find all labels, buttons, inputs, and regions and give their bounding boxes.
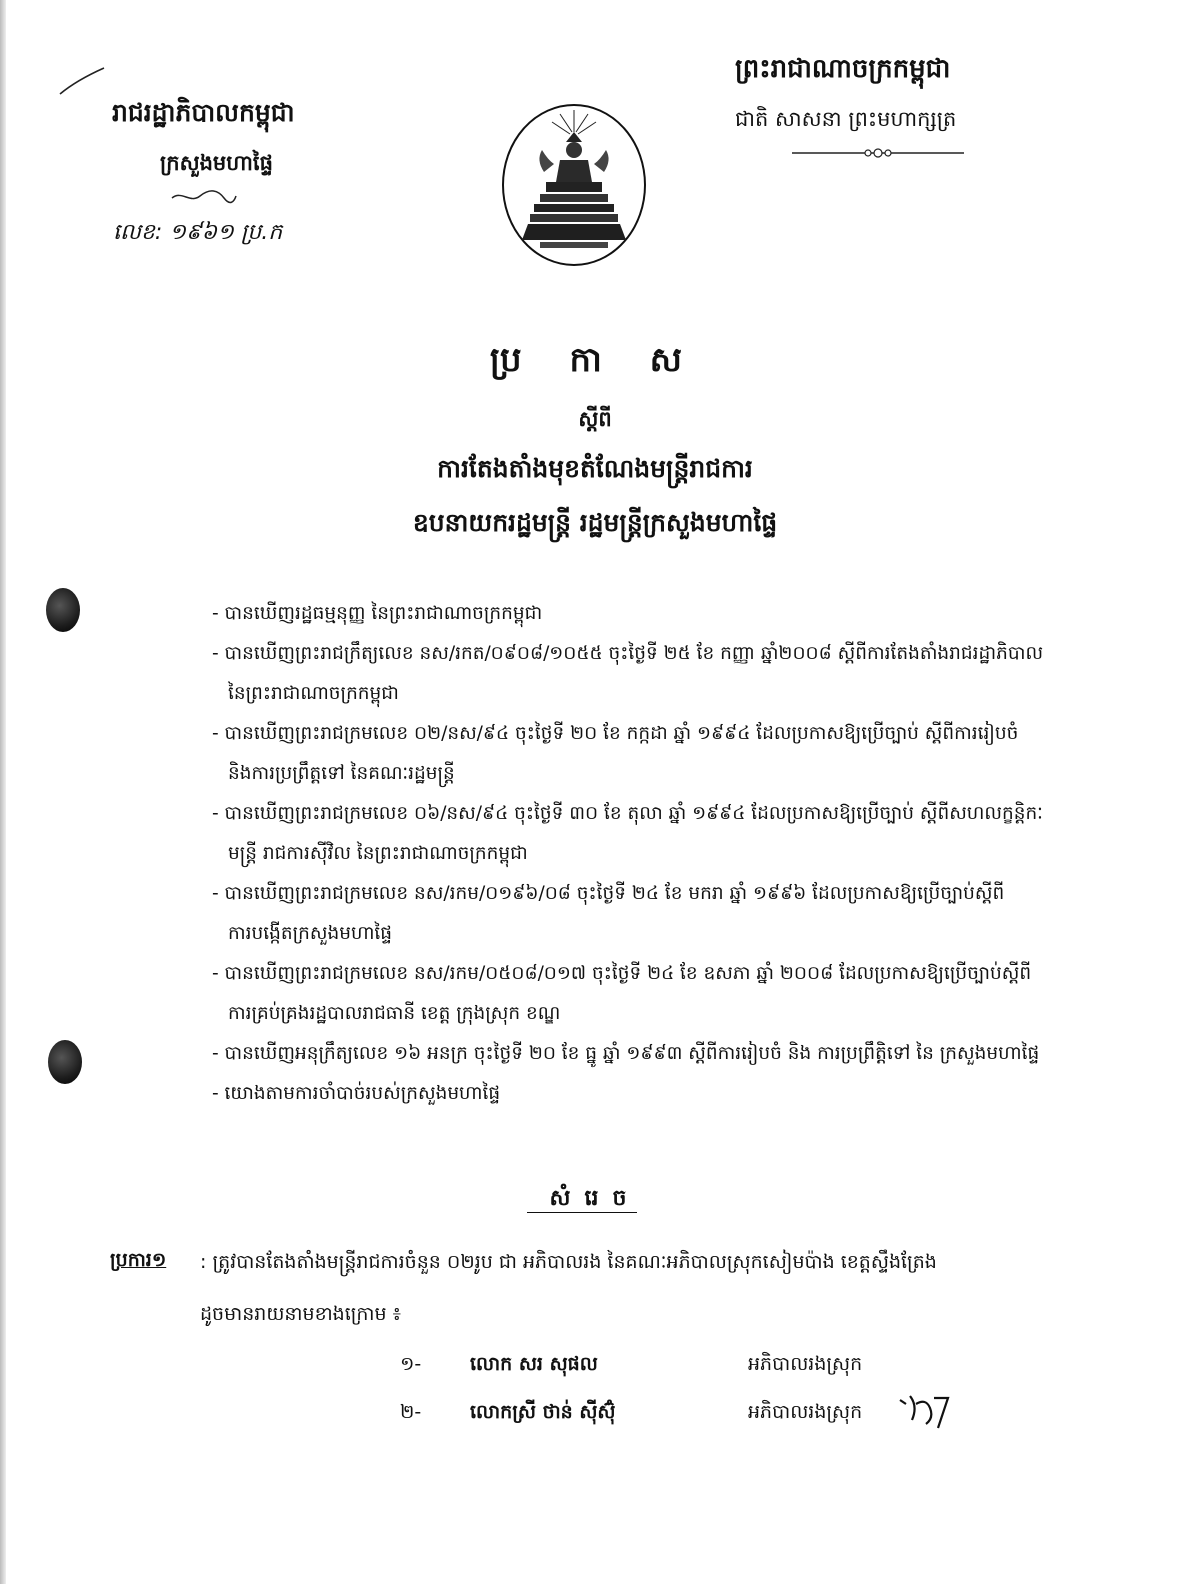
clause-4-continued: មន្ត្រី រាជការស៊ីវិល នៃព្រះរាជាណាចក្រកម្ពុជា: [228, 843, 528, 864]
document-number: លេខ: ១៩៦១ ប្រ.ក: [113, 220, 283, 245]
scan-edge: [0, 0, 6, 1584]
national-motto: ជាតិ សាសនា ព្រះមហាក្សត្រ: [735, 107, 957, 131]
clause-2: - បានឃើញព្រះរាជក្រឹត្យលេខ នស/រកត/០៩០៨/១០៥៥ ចុះថ្ងៃទី ២៥ ខែ កញ្ញា ឆ្នាំ២០០៨ ស្តីពីការតែងតាំងរាជរដ្ឋាភិបាល: [212, 643, 1044, 664]
proclamation-title: ប្រ កា ស: [489, 340, 701, 380]
pen-stroke-mark: [58, 66, 106, 96]
subject-line-2: ឧបនាយករដ្ឋមន្ត្រី រដ្ឋមន្ត្រីក្រសួងមហាផ្ទៃ: [412, 508, 778, 537]
punch-hole-bottom: [48, 1040, 82, 1084]
punch-hole-top: [46, 588, 80, 632]
ornament-divider-right: [792, 146, 964, 160]
handwritten-initials: [898, 1390, 960, 1432]
ministry-heading: ក្រសួងមហាផ្ទៃ: [160, 151, 273, 175]
subject-line-1: ការតែងតាំងមុខតំណែងមន្ត្រីរាជការ: [437, 454, 753, 483]
appointee-2-position: អភិបាលរងស្រុក: [748, 1401, 863, 1423]
kingdom-heading: ព្រះរាជាណាចក្រកម្ពុជា: [735, 54, 951, 84]
ornament-divider-left: [170, 190, 238, 204]
about-label: ស្តីពី: [578, 407, 612, 431]
appointee-1-position: អភិបាលរងស្រុក: [748, 1353, 863, 1375]
clause-2-continued: នៃព្រះរាជាណាចក្រកម្ពុជា: [228, 683, 399, 704]
clause-8: - យោងតាមការចាំបាច់របស់ក្រសួងមហាផ្ទៃ: [212, 1083, 501, 1104]
article-1-label: ប្រការ១: [110, 1249, 167, 1271]
appointee-2-name: លោកស្រី ថាន់ ស៊ីស៊ុំ: [470, 1401, 616, 1423]
clause-6-continued: ការគ្រប់គ្រងរដ្ឋបាលរាជធានី ខេត្ត ក្រុងស្រុក ខណ្ឌ: [228, 1003, 561, 1024]
clause-6: - បានឃើញព្រះរាជក្រមលេខ នស/រកម/០៥០៨/០១៧ ចុះថ្ងៃទី ២៤ ខែ ឧសភា ឆ្នាំ ២០០៨ ដែលប្រកាសឱ្យប្រើច្បាប់ស្តីពី: [212, 963, 1032, 984]
government-heading: រាជរដ្ឋាភិបាលកម្ពុជា: [112, 98, 295, 127]
decision-heading: សំរេច: [549, 1186, 641, 1211]
clause-5: - បានឃើញព្រះរាជក្រមលេខ នស/រកម/០១៩៦/០៨ ចុះថ្ងៃទី ២៤ ខែ មករា ឆ្នាំ ១៩៩៦ ដែលប្រកាសឱ្យប្រើច្បាប់ស្តីពី: [212, 883, 1005, 904]
article-1-text: : ត្រូវបានតែងតាំងមន្ត្រីរាជការចំនួន ០២រូប ជា អភិបាលរង នៃគណៈអភិបាលស្រុកសៀមប៉ាង ខេត្តស្ទឹងត្រែង: [200, 1251, 937, 1273]
appointee-2-number: ២-: [400, 1401, 422, 1423]
clause-3: - បានឃើញព្រះរាជក្រមលេខ ០២/នស/៩៤ ចុះថ្ងៃទី ២០ ខែ កក្កដា ឆ្នាំ ១៩៩៤ ដែលប្រកាសឱ្យប្រើច្បាប់ ស្តីពីការរៀបចំ: [212, 723, 1019, 744]
preamble-clauses: [212, 594, 1122, 1114]
clause-1: - បានឃើញរដ្ឋធម្មនុញ្ញ នៃព្រះរាជាណាចក្រកម្ពុជា: [212, 603, 543, 624]
appointee-1-number: ១-: [400, 1353, 422, 1375]
royal-emblem-seal: [500, 102, 648, 268]
clause-7: - បានឃើញអនុក្រឹត្យលេខ ១៦ អនក្រ ចុះថ្ងៃទី ២០ ខែ ធ្នូ ឆ្នាំ ១៩៩៣ ស្តីពីការរៀបចំ និង ការប្រព្រឹត្តិទៅ នៃ ក្រសួងមហាផ្ទៃ: [212, 1043, 1040, 1064]
appointee-1-name: លោក សរ សុផល: [470, 1353, 598, 1375]
article-1-continued: ដូចមានរាយនាមខាងក្រោម ៖: [200, 1303, 401, 1325]
clause-3-continued: និងការប្រព្រឹត្តទៅ នៃគណៈរដ្ឋមន្ត្រី: [228, 763, 455, 784]
clause-4: - បានឃើញព្រះរាជក្រមលេខ ០៦/នស/៩៤ ចុះថ្ងៃទី ៣០ ខែ តុលា ឆ្នាំ ១៩៩៤ ដែលប្រកាសឱ្យប្រើច្បាប់ ស្តីពីសហលក្ខន្តិកៈ: [212, 803, 1043, 824]
decision-underline: [527, 1212, 637, 1213]
clause-5-continued: ការបង្កើតក្រសួងមហាផ្ទៃ: [228, 923, 393, 944]
